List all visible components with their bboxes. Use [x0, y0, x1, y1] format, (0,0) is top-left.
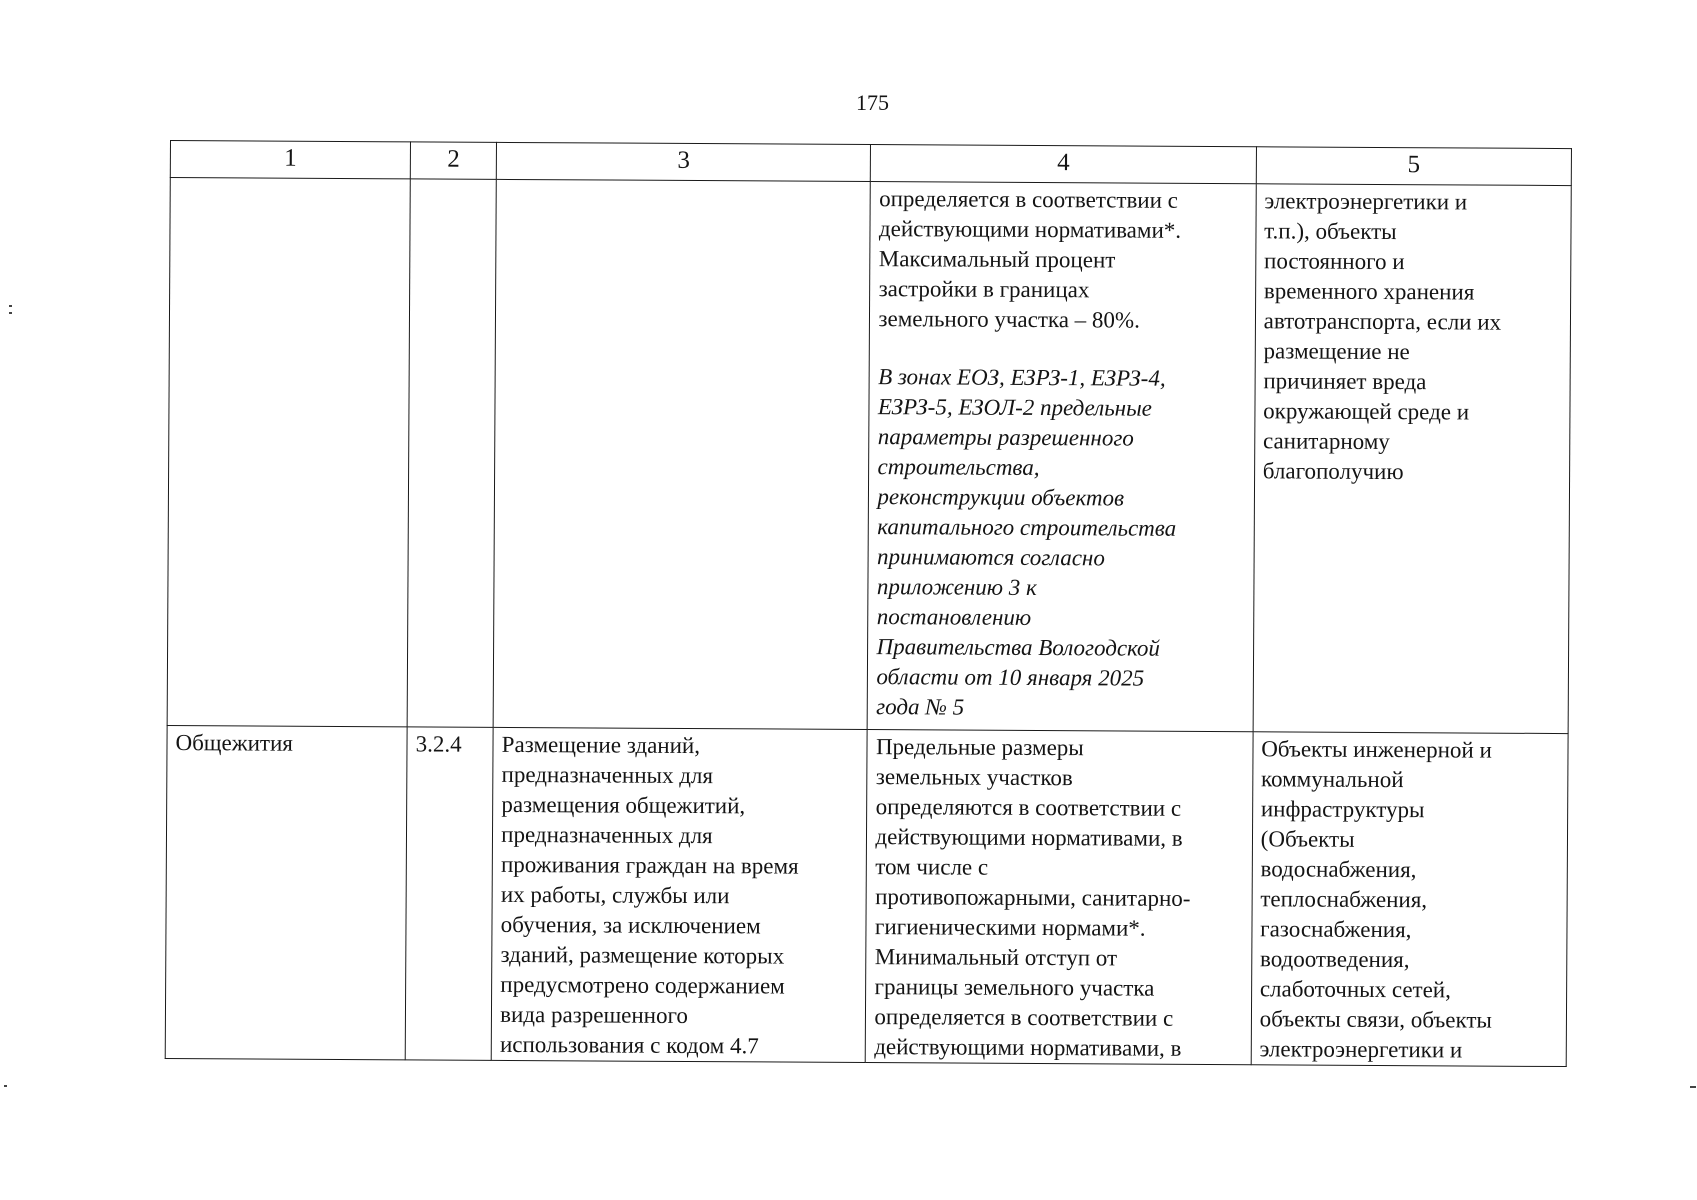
column-header-4: 4	[871, 145, 1256, 184]
cell-parameters	[868, 182, 1256, 732]
scan-speck	[9, 312, 12, 314]
column-header-2: 2	[410, 142, 496, 179]
table-row-continued	[167, 178, 1571, 734]
page-number: 175	[856, 90, 889, 115]
column-header-5: 5	[1256, 147, 1571, 186]
scan-speck	[9, 305, 12, 307]
cell-use-name	[167, 178, 410, 727]
cell-parameters: Предельные размеры земельных участков определяются в соответствии с действующими нормативами, в том числе с противопожарными, санитарно- гигиеническими нормами*. Минимальный отступ от границы земельного участка определяется в соответствии с действующими нормативами, в	[866, 730, 1253, 1065]
cell-code	[407, 179, 496, 727]
zones-note: В зонах ЕОЗ, ЕЗРЗ-1, ЕЗРЗ-4, ЕЗРЗ-5, ЕЗОЛ-2 предельные параметры разрешенного строительства, реконструкции объектов капитального строительства принимаются согласно приложению 3 к постановлению Правительства Вологодской области от 10 января 2025 года № 5	[876, 364, 1177, 720]
column-header-1: 1	[170, 141, 410, 179]
cell-auxiliary-uses: электроэнергетики и т.п.), объекты постоянного и временного хранения автотранспорта, если их размещение не причиняет вреда окружающей среде и санитарному благополучию	[1253, 184, 1571, 734]
cell-auxiliary-uses: Объекты инженерной и коммунальной инфраструктуры (Объекты водоснабжения, теплоснабжения, газоснабжения, водоотведения, слаботочных сетей, объекты связи, объекты электроэнергетики и	[1251, 732, 1568, 1067]
cell-code: 3.2.4	[405, 727, 493, 1060]
cell-use-name: Общежития	[165, 725, 407, 1059]
regulations-table	[165, 140, 1572, 1067]
cell-description	[493, 179, 870, 729]
column-header-3: 3	[496, 142, 870, 181]
scan-speck	[1690, 1086, 1696, 1088]
cell-description: Размещение зданий, предназначенных для размещения общежитий, предназначенных для проживания граждан на время их работы, службы или обучения, за исключением зданий, размещение которых предусмотрено содержанием вида разрешенного использования с кодом 4.7	[491, 727, 867, 1062]
table-row-dormitories	[165, 725, 1568, 1066]
scan-speck	[4, 1085, 7, 1087]
parameters-text: определяется в соответствии с действующими нормативами*. Максимальный процент застройки в границах земельного участка – 80%.	[878, 186, 1182, 333]
